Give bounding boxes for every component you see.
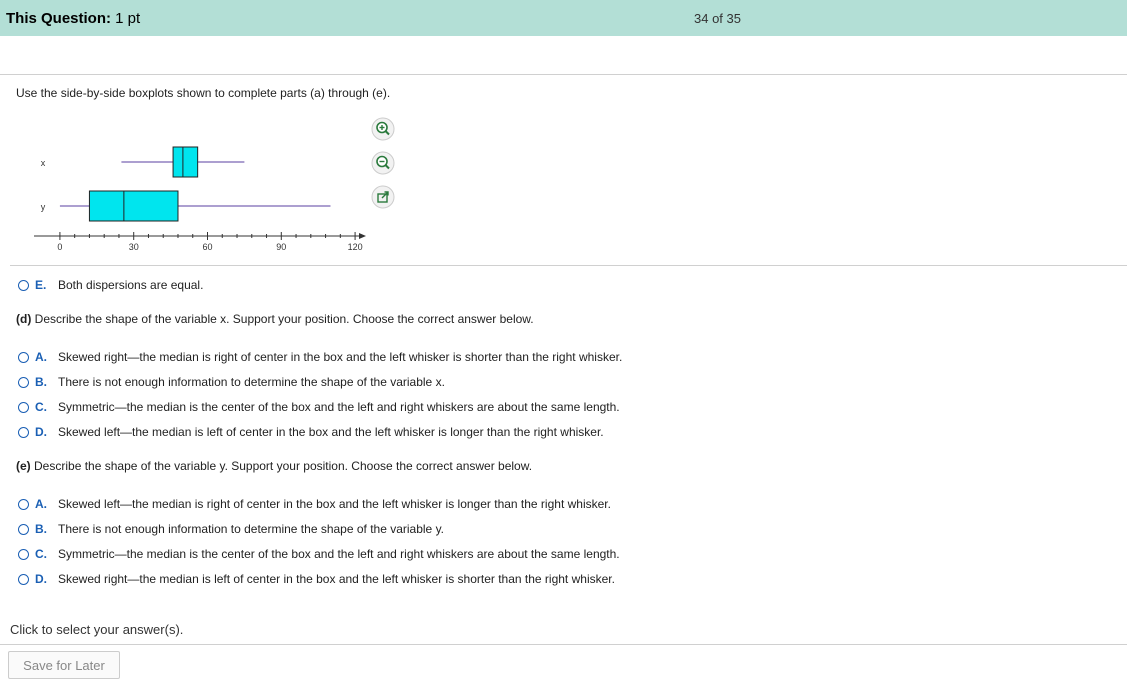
option-text: Symmetric—the median is the center of the box and the left and right whiskers are about the same length. (58, 547, 620, 561)
option-letter: A. (35, 497, 47, 511)
box-y (89, 191, 178, 221)
option-d-a[interactable] (18, 349, 622, 365)
part-e-prompt (16, 459, 532, 473)
popout-icon (371, 185, 395, 209)
part-e-text: Describe the shape of the variable y. Support your position. Choose the correct answer below. (34, 459, 533, 473)
radio-button[interactable] (18, 524, 29, 535)
question-header (0, 0, 1127, 36)
x-tick-label: 120 (347, 242, 363, 252)
radio-button[interactable] (18, 280, 29, 291)
boxplot-chart (30, 110, 410, 260)
zoom-out-icon (371, 151, 395, 175)
option-d-b[interactable] (18, 374, 445, 390)
x-tick-label: 90 (276, 242, 287, 252)
option-e-prev[interactable] (18, 277, 203, 293)
option-d-c[interactable] (18, 399, 620, 415)
save-for-later-button[interactable]: Save for Later (8, 651, 120, 679)
option-text: There is not enough information to determine the shape of the variable y. (58, 522, 445, 536)
zoom-out-button[interactable] (371, 151, 395, 175)
option-letter: B. (35, 375, 47, 389)
radio-button[interactable] (18, 549, 29, 560)
popout-button[interactable] (371, 185, 395, 209)
radio-button[interactable] (18, 427, 29, 438)
click-note: Click to select your answer(s). (10, 622, 184, 637)
option-letter: C. (35, 547, 47, 561)
option-text: There is not enough information to determine the shape of the variable x. (58, 375, 445, 389)
boxplot-figure (30, 110, 410, 260)
option-letter: C. (35, 400, 47, 414)
divider (10, 265, 1127, 266)
divider (0, 74, 1127, 75)
zoom-in-button[interactable] (371, 117, 395, 141)
points-value: 1 pt (115, 10, 141, 27)
part-d-prompt (16, 312, 534, 326)
option-text: Skewed right—the median is left of center in the box and the left whisker is shorter than the right whisker. (58, 572, 615, 586)
option-letter: D. (35, 572, 47, 586)
option-text: Skewed left—the median is right of center in the box and the left whisker is longer than the right whisker. (58, 497, 611, 511)
question-intro: Use the side-by-side boxplots shown to complete parts (a) through (e). (16, 86, 391, 100)
radio-button[interactable] (18, 574, 29, 585)
option-text: Both dispersions are equal. (58, 278, 204, 292)
zoom-in-icon (371, 117, 395, 141)
radio-button[interactable] (18, 352, 29, 363)
option-text: Symmetric—the median is the center of the box and the left and right whiskers are about the same length. (58, 400, 620, 414)
option-e-b[interactable] (18, 521, 444, 537)
radio-button[interactable] (18, 499, 29, 510)
option-d-d[interactable] (18, 424, 604, 440)
option-e-a[interactable] (18, 496, 611, 512)
option-letter: E. (35, 278, 47, 292)
option-e-c[interactable] (18, 546, 620, 562)
x-tick-label: 30 (128, 242, 139, 252)
option-letter: D. (35, 425, 47, 439)
part-d-text: Describe the shape of the variable x. Support your position. Choose the correct answer below. (34, 312, 534, 326)
box-x (173, 147, 198, 177)
series-label-x: x (40, 158, 46, 168)
option-letter: B. (35, 522, 47, 536)
radio-button[interactable] (18, 402, 29, 413)
part-d-label: (d) (16, 312, 32, 326)
divider (0, 644, 1127, 645)
question-points (6, 10, 140, 27)
option-text: Skewed right—the median is right of center in the box and the left whisker is shorter than the right whisker. (58, 350, 623, 364)
x-tick-label: 60 (202, 242, 213, 252)
option-text: Skewed left—the median is left of center in the box and the left whisker is longer than the right whisker. (58, 425, 604, 439)
series-label-y: y (40, 202, 46, 212)
option-letter: A. (35, 350, 47, 364)
question-label: This Question: (6, 10, 111, 27)
question-progress: 34 of 35 (694, 11, 741, 26)
radio-button[interactable] (18, 377, 29, 388)
option-e-d[interactable] (18, 571, 615, 587)
part-e-label: (e) (16, 459, 31, 473)
x-tick-label: 0 (57, 242, 63, 252)
x-axis-arrow (359, 233, 366, 239)
